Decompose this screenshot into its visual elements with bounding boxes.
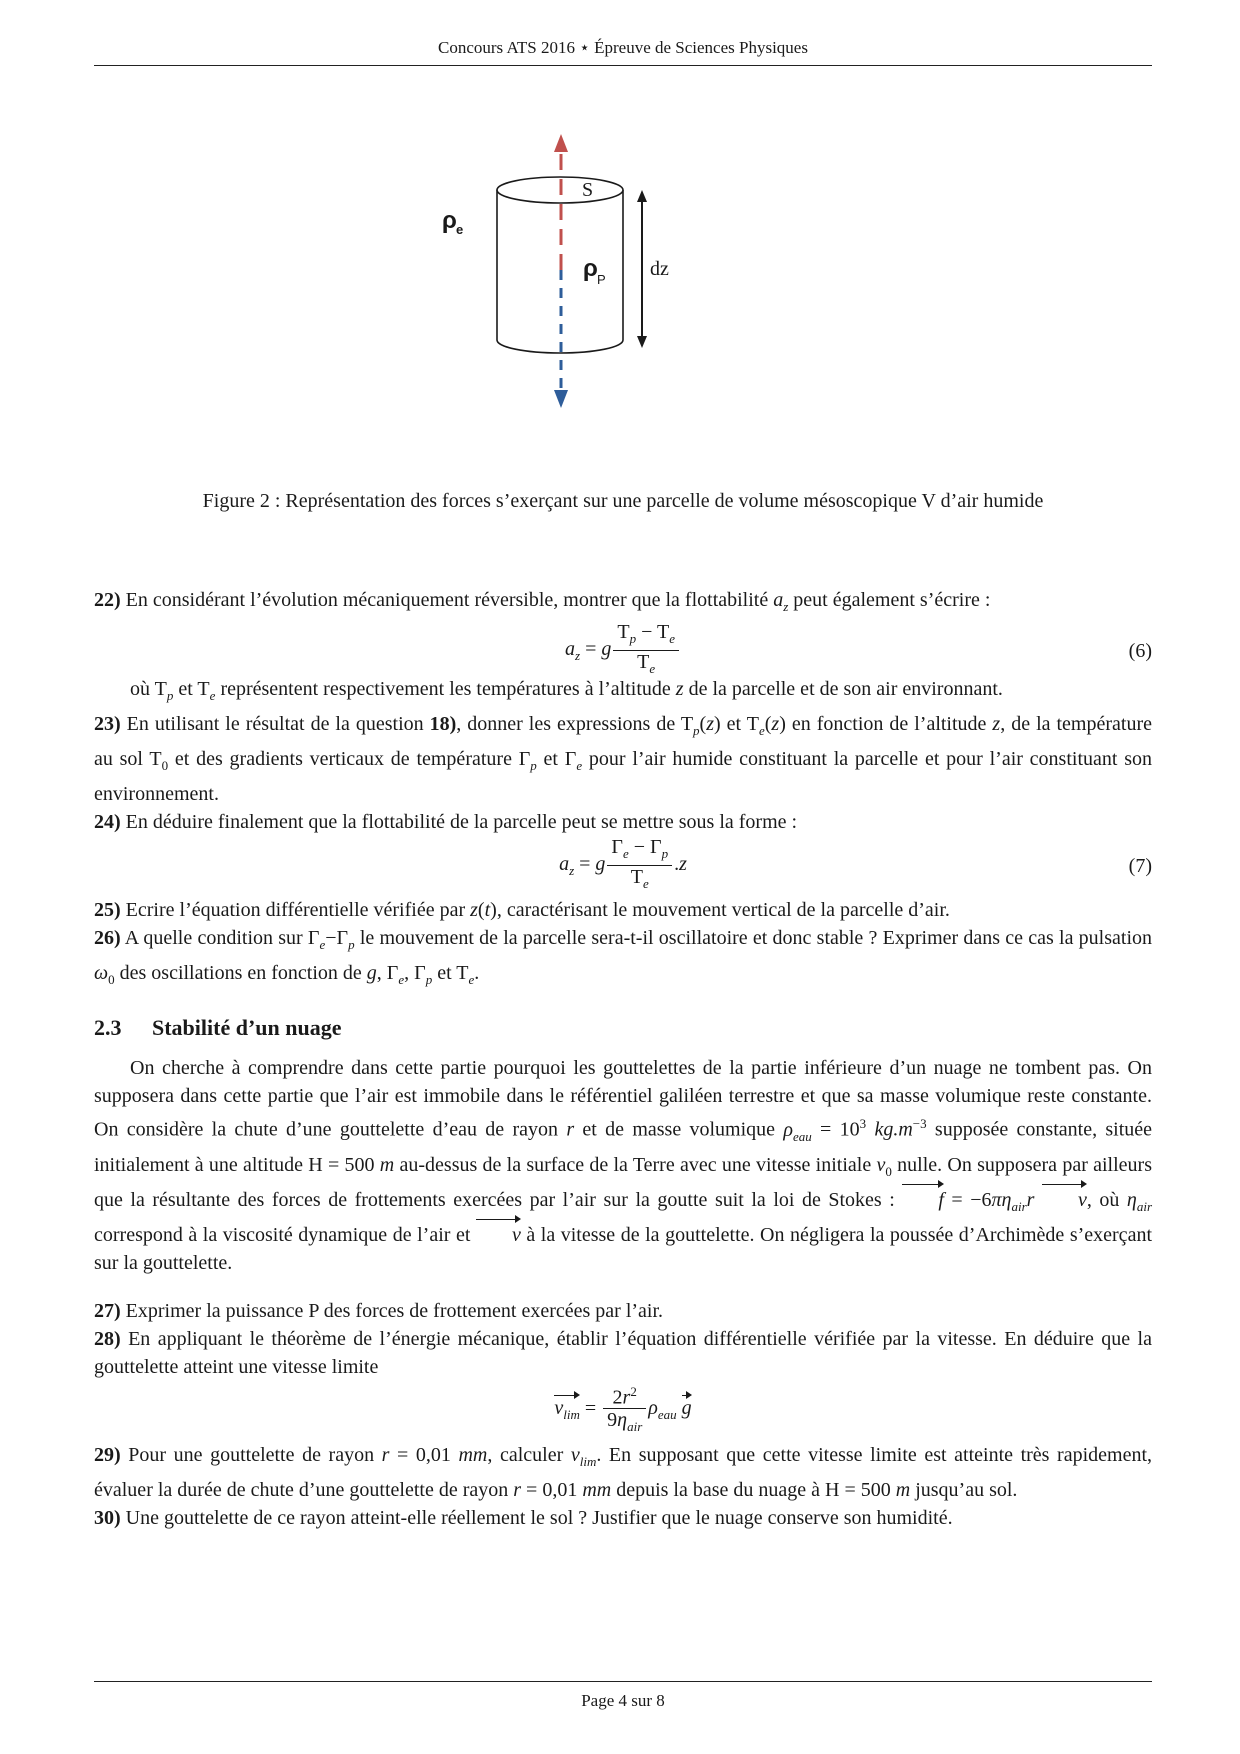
question-22: 22) En considérant l’évolution mécaniquement réversible, montrer que la flottabilité $a_z$ peut également s’écrire :: [94, 589, 991, 614]
label-rho-e: ρ: [442, 207, 457, 234]
upward-arrowhead: [554, 134, 568, 152]
label-rho-p-sub: P: [597, 272, 606, 287]
section-heading: 2.3 Stabilité d’un nuage: [94, 1015, 342, 1040]
equation-vlim: $v_{lim}$ = $\frac{2r^2}{9\eta_{air}}$ $\rho_{eau}$ g: [94, 1381, 1152, 1441]
question-29: 29) Pour une gouttelette de rayon r = 0,01 mm, calculer $v_{lim}$. En supposant que cette vitesse limite est atteinte très rapidement, évaluer la durée de chute d’une gouttelette de rayon r = 0,01 mm depuis la base du nuage à H = 500 m jusqu’au sol.: [94, 1443, 1153, 1501]
footer-rule: [94, 1681, 1152, 1682]
downward-arrowhead: [554, 390, 568, 408]
question-22-explanation: où $T_p$ et $T_e$ représentent respectivement les températures à l’altitude z de la parcelle et de son air environnant.: [130, 678, 1003, 703]
page-header: Concours ATS 2016 ⋆ Épreuve de Sciences Physiques: [438, 38, 808, 57]
section-intro: On cherche à comprendre dans cette partie pourquoi les gouttelettes de la partie inférieure d’un nuage ne tombent pas. On supposera dans cette partie que l’air est immobile dans le référentiel galiléen terrestre et que sa masse volumique reste constante. On considère la chute d’une gouttelette d’eau de rayon r et de masse volumique $\rho_{eau} = 10^3$ $kg.m^{-3}$ supposée constante, située initialement à une altitude H = 500 m au-dessus de la surface de la Terre avec une vitesse initiale $v_0$ nulle. On supposera par ailleurs que la résultante des forces de frottements exercées par l’air sur la goutte suit la loi de Stokes : $f = -6\pi\eta_{air}r$ v, où $\eta_{air}$ correspond à la viscosité dynamique de l’air et v à la vitesse de la gouttelette. On négligera la poussée d’Archimède s’exerçant sur la gouttelette.: [94, 1057, 1153, 1274]
page-content: [94, 586, 1152, 1532]
equation-7: $a_z = g$ $\frac{\Gamma_e - \Gamma_p}{T_e}$ .z (7): [559, 836, 1152, 891]
page-number: Page 4 sur 8: [581, 1691, 665, 1710]
figure-2-cylinder: [442, 140, 780, 470]
header-rule: [94, 65, 1152, 66]
label-S: S: [582, 179, 594, 201]
equation-number: (7): [1128, 855, 1152, 877]
equation-6: $a_z = g$ $\frac{T_p - T_e}{T_e}$ (6): [565, 621, 1152, 676]
figure-caption: Figure 2 : Représentation des forces s’exerçant sur une parcelle de volume mésoscopique V d’air humide: [202, 490, 1044, 512]
question-25: 25) Ecrire l’équation différentielle vérifiée par z(t), caractérisant le mouvement vertical de la parcelle d’air.: [94, 899, 950, 921]
question-24: 24) En déduire finalement que la flottabilité de la parcelle peut se mettre sous la forme :: [94, 811, 798, 833]
dz-arrowhead-bottom: [637, 336, 647, 348]
equation-number: (6): [1128, 640, 1152, 662]
question-27: 27) Exprimer la puissance P des forces de frottement exercées par l’air.: [94, 1299, 664, 1322]
label-rho-e-sub: e: [456, 222, 464, 237]
question-26: 26) A quelle condition sur $\Gamma_e-\Gamma_p$ le mouvement de la parcelle sera-t-il oscillatoire et donc stable ? Exprimer dans ce cas la pulsation $\omega_0$ des oscillations en fonction de g, $\Gamma_e$, $\Gamma_p$ et $T_e$.: [94, 927, 1153, 987]
label-rho-p: ρ: [583, 255, 598, 282]
dz-arrowhead-top: [637, 190, 647, 202]
question-23: 23) En utilisant le résultat de la question 18), donner les expressions de $T_p(z)$ et $T_e(z)$ en fonction de l’altitude z, de la température au sol $T_0$ et des gradients verticaux de température $\Gamma_p$ et $\Gamma_e$ pour l’air humide constituant la parcelle et pour l’air constituant son environnement.: [94, 713, 1153, 805]
question-30: 30) Une gouttelette de ce rayon atteint-elle réellement le sol ? Justifier que le nuage conserve son humidité.: [94, 1506, 953, 1529]
label-dz: dz: [650, 258, 669, 280]
question-28: 28) En appliquant le théorème de l’énergie mécanique, établir l’équation différentielle vérifiée par la vitesse. En déduire que la gouttelette atteint une vitesse limite: [94, 1327, 1152, 1378]
